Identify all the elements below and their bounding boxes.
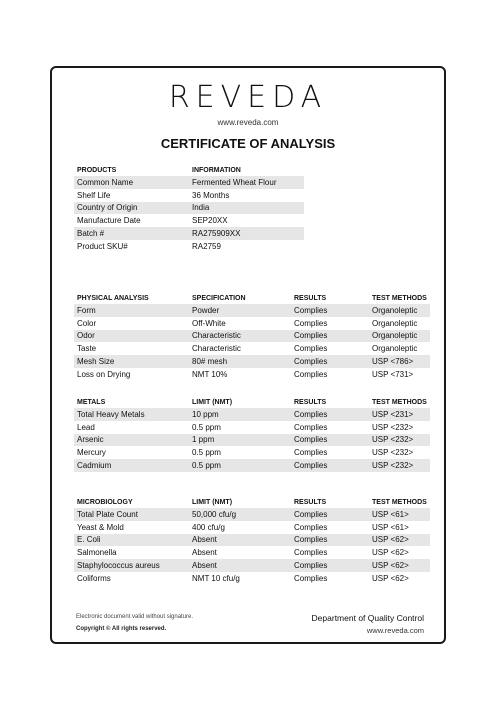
footer-website-link[interactable]: www.reveda.com [366, 626, 424, 635]
column-header: TEST METHODS [372, 294, 427, 302]
table-row [74, 317, 430, 330]
table-cell: Complies [294, 369, 328, 379]
table-row [74, 227, 304, 240]
table-cell: Complies [291, 355, 369, 368]
row-label: Common Name [74, 176, 189, 189]
table-row [74, 434, 430, 447]
page-title: CERTIFICATE OF ANALYSIS [160, 136, 336, 151]
table-row [74, 189, 304, 202]
table-cell: Organoleptic [372, 344, 418, 354]
table-cell: RA2759 [192, 241, 221, 251]
table-cell: Complies [291, 330, 369, 343]
table-row [74, 304, 430, 317]
row-label: Arsenic [74, 434, 189, 447]
website-link[interactable]: www.reveda.com [217, 118, 279, 127]
table-cell: 0.5 ppm [192, 422, 221, 432]
table-cell: USP <232> [369, 459, 430, 472]
table-row [74, 202, 304, 215]
table-cell: NMT 10% [192, 369, 228, 379]
table-header-row [74, 292, 430, 304]
table-cell: USP <62> [372, 573, 409, 583]
table-row [74, 342, 430, 355]
table-cell: Organoleptic [372, 318, 418, 328]
column-header: PRODUCTS [77, 166, 117, 174]
row-label: E. Coli [74, 534, 189, 547]
table-cell: Powder [189, 304, 291, 317]
table-cell: NMT 10 cfu/g [192, 573, 240, 583]
table-cell: USP <232> [372, 422, 414, 432]
row-label: Total Heavy Metals [74, 408, 189, 421]
table-cell: Absent [192, 548, 217, 558]
table-cell: Fermented Wheat Flour [189, 176, 304, 189]
table-cell: USP <62> [369, 534, 430, 547]
table-cell: 36 Months [192, 190, 230, 200]
metals-table [74, 396, 430, 472]
table-cell: 400 cfu/g [192, 522, 225, 532]
column-header: PHYSICAL ANALYSIS [77, 294, 149, 302]
table-cell: Organoleptic [369, 330, 430, 343]
table-header-row [74, 496, 430, 508]
table-cell: Absent [189, 559, 291, 572]
table-row [74, 408, 430, 421]
row-label: Color [77, 318, 97, 328]
row-label: Total Plate Count [74, 508, 189, 521]
table-cell: USP <786> [369, 355, 430, 368]
row-label: Form [74, 304, 189, 317]
table-row [74, 534, 430, 547]
brand-logo: REVEDA [168, 80, 328, 115]
table-row [74, 572, 430, 585]
table-cell: Complies [291, 434, 369, 447]
column-header: TEST METHODS [372, 398, 427, 406]
physical-analysis-table [74, 292, 430, 381]
table-cell: Complies [294, 573, 328, 583]
row-label: Mercury [77, 448, 106, 458]
column-header: METALS [77, 398, 106, 406]
table-row [74, 508, 430, 521]
table-cell: USP <232> [372, 448, 414, 458]
table-cell: Off-White [192, 318, 226, 328]
microbiology-table [74, 496, 430, 585]
table-row [74, 176, 304, 189]
row-label: Batch # [74, 227, 189, 240]
row-label: Taste [77, 344, 97, 354]
table-cell: Complies [291, 459, 369, 472]
copyright-notice: Copyright © All rights reserved. [76, 626, 167, 632]
table-cell: Complies [294, 422, 328, 432]
table-cell: Absent [189, 534, 291, 547]
row-label: Manufacture Date [77, 216, 141, 226]
row-label: Yeast & Mold [77, 522, 124, 532]
table-row [74, 355, 430, 368]
table-cell: Complies [291, 559, 369, 572]
column-header: TEST METHODS [372, 498, 427, 506]
table-cell: Complies [291, 408, 369, 421]
table-cell: Complies [291, 508, 369, 521]
table-row [74, 546, 430, 559]
table-cell: Complies [294, 448, 328, 458]
row-label: Loss on Drying [77, 369, 131, 379]
table-row [74, 459, 430, 472]
table-cell: USP <232> [369, 434, 430, 447]
table-cell: Complies [294, 344, 328, 354]
table-cell: USP <62> [372, 548, 409, 558]
column-header: RESULTS [294, 498, 327, 506]
table-row [74, 559, 430, 572]
table-cell: USP <731> [372, 369, 414, 379]
table-cell: USP <61> [372, 522, 409, 532]
table-row [74, 240, 304, 253]
table-cell: India [189, 202, 304, 215]
table-cell: Complies [294, 318, 328, 328]
table-cell: 0.5 ppm [192, 448, 221, 458]
products-table [74, 164, 304, 253]
row-label: Product SKU# [77, 241, 128, 251]
department-name: Department of Quality Control [311, 613, 424, 623]
column-header: RESULTS [294, 398, 327, 406]
row-label: Cadmium [74, 459, 189, 472]
table-row [74, 330, 430, 343]
signature-note: Electronic document valid without signature. [76, 614, 194, 620]
table-header-row [74, 396, 430, 408]
row-label: Staphylococcus aureus [74, 559, 189, 572]
table-cell: USP <231> [369, 408, 430, 421]
table-cell: USP <61> [369, 508, 430, 521]
table-cell: Complies [291, 534, 369, 547]
row-label: Salmonella [77, 548, 117, 558]
table-cell: USP <62> [369, 559, 430, 572]
table-row [74, 446, 430, 459]
table-cell: Characteristic [189, 330, 291, 343]
table-row [74, 521, 430, 534]
table-row [74, 421, 430, 434]
table-cell: 80# mesh [189, 355, 291, 368]
column-header: LIMIT (NMT) [192, 498, 233, 506]
row-label: Coliforms [77, 573, 111, 583]
table-cell: 10 ppm [189, 408, 291, 421]
column-header: INFORMATION [192, 166, 241, 174]
table-cell: 1 ppm [189, 434, 291, 447]
table-cell: Characteristic [192, 344, 241, 354]
column-header: LIMIT (NMT) [192, 398, 233, 406]
row-label: Mesh Size [74, 355, 189, 368]
table-cell: 50,000 cfu/g [189, 508, 291, 521]
table-cell: RA275909XX [189, 227, 304, 240]
table-cell: Complies [294, 522, 328, 532]
table-cell: 0.5 ppm [189, 459, 291, 472]
column-header: RESULTS [294, 294, 327, 302]
table-cell: Complies [294, 548, 328, 558]
table-header-row [74, 164, 304, 176]
table-cell: Organoleptic [369, 304, 430, 317]
row-label: Shelf Life [77, 190, 111, 200]
table-row [74, 214, 304, 227]
table-cell: SEP20XX [192, 216, 228, 226]
row-label: Country of Origin [74, 202, 189, 215]
table-row [74, 368, 430, 381]
row-label: Lead [77, 422, 95, 432]
table-cell: Complies [291, 304, 369, 317]
row-label: Odor [74, 330, 189, 343]
column-header: SPECIFICATION [192, 294, 246, 302]
certificate-card [50, 66, 446, 644]
column-header: MICROBIOLOGY [77, 498, 133, 506]
